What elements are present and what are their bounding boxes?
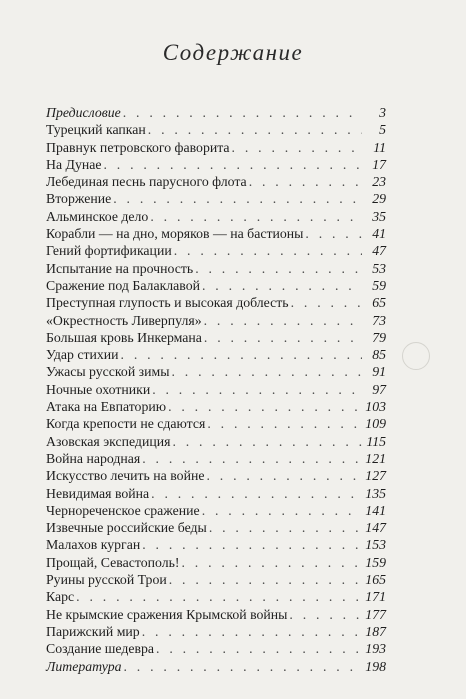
toc-entry-title: Создание шедевра — [46, 641, 155, 657]
toc-entry-title: Невидимая война — [46, 485, 150, 501]
toc-page-number: 135 — [365, 485, 386, 501]
toc-page-number: 47 — [372, 243, 386, 259]
toc-page-number: 85 — [372, 347, 386, 363]
toc-entry-title: Правнук петровского фаворита — [46, 139, 230, 155]
toc-entry-title: Большая кровь Инкермана — [46, 329, 202, 345]
dot-leader — [121, 346, 362, 363]
dot-leader — [142, 623, 362, 640]
dot-leader — [291, 294, 362, 311]
toc-entry — [46, 294, 386, 311]
toc-entry — [46, 277, 386, 294]
dot-leader — [249, 173, 362, 190]
toc-entry-title: Испытание на прочность — [46, 260, 194, 276]
dot-leader — [123, 104, 362, 121]
toc-entry — [46, 415, 386, 432]
toc-entry — [46, 329, 386, 346]
toc-entry-title: Ночные охотники — [46, 381, 151, 397]
toc-entry — [46, 173, 386, 190]
toc-page-number: 97 — [372, 381, 386, 397]
dot-leader — [151, 485, 362, 502]
toc-entry — [46, 606, 386, 623]
toc-entry-title: Альминское дело — [46, 208, 149, 224]
dot-leader — [172, 433, 362, 450]
toc-entry — [46, 467, 386, 484]
faint-stamp-mark — [402, 342, 430, 370]
toc-entry-title: Вторжение — [46, 191, 112, 207]
toc-page-number: 73 — [372, 312, 386, 328]
toc-entry — [46, 104, 386, 121]
toc-entry-title: Корабли — на дно, моряков — на бастионы — [46, 226, 304, 242]
toc-entry-title: Турецкий капкан — [46, 122, 146, 138]
toc-entry-title: Удар стихии — [46, 347, 119, 363]
table-of-contents — [46, 104, 386, 675]
dot-leader — [174, 242, 362, 259]
dot-leader — [76, 588, 362, 605]
toc-entry-title: Малахов курган — [46, 537, 141, 553]
toc-entry — [46, 242, 386, 259]
toc-page-number: 23 — [372, 174, 386, 190]
toc-page-number: 115 — [366, 433, 386, 449]
toc-entry — [46, 363, 386, 380]
toc-entry — [46, 225, 386, 242]
toc-page-number: 91 — [372, 364, 386, 380]
toc-entry-title: Лебединая песнь парусного флота — [46, 174, 247, 190]
toc-entry-title: Искусство лечить на войне — [46, 468, 205, 484]
toc-page-number: 127 — [365, 468, 386, 484]
toc-entry — [46, 139, 386, 156]
toc-page-number: 153 — [365, 537, 386, 553]
toc-entry — [46, 502, 386, 519]
toc-page-number: 141 — [365, 502, 386, 518]
toc-page-number: 35 — [372, 208, 386, 224]
dot-leader — [152, 381, 362, 398]
toc-entry — [46, 156, 386, 173]
toc-page-number: 171 — [365, 589, 386, 605]
toc-entry-title: Когда крепости не сдаются — [46, 416, 206, 432]
toc-entry-title: Война народная — [46, 450, 141, 466]
dot-leader — [209, 519, 362, 536]
toc-page-number: 29 — [372, 191, 386, 207]
toc-entry-title: Парижский мир — [46, 623, 140, 639]
toc-entry — [46, 346, 386, 363]
toc-entry — [46, 381, 386, 398]
toc-page-number: 159 — [365, 554, 386, 570]
toc-page-number: 121 — [365, 450, 386, 466]
toc-page-number: 198 — [365, 658, 386, 674]
page-title: Содержание — [162, 40, 304, 65]
toc-page-number: 41 — [372, 226, 386, 242]
dot-leader — [156, 640, 362, 657]
toc-entry — [46, 519, 386, 536]
toc-entry-title: Ужасы русской зимы — [46, 364, 170, 380]
dot-leader — [206, 467, 362, 484]
dot-leader — [305, 225, 362, 242]
dot-leader — [232, 139, 362, 156]
toc-page-number: 65 — [372, 295, 386, 311]
toc-page-number: 11 — [373, 139, 386, 155]
toc-entry — [46, 571, 386, 588]
dot-leader — [202, 502, 362, 519]
dot-leader — [181, 554, 362, 571]
dot-leader — [169, 571, 362, 588]
toc-entry-title: На Дунае — [46, 156, 102, 172]
toc-entry-title: Гений фортификации — [46, 243, 172, 259]
dot-leader — [148, 121, 362, 138]
toc-entry-title: Прощай, Севастополь! — [46, 554, 180, 570]
toc-page-number: 79 — [372, 329, 386, 345]
toc-entry-title: Атака на Евпаторию — [46, 399, 167, 415]
dot-leader — [207, 415, 362, 432]
toc-entry-title: Предисловие — [46, 105, 121, 120]
dot-leader — [142, 450, 362, 467]
toc-entry — [46, 260, 386, 277]
toc-entry — [46, 536, 386, 553]
toc-entry-title: Извечные российские беды — [46, 520, 207, 536]
toc-entry — [46, 433, 386, 450]
dot-leader — [202, 277, 362, 294]
dot-leader — [168, 398, 362, 415]
toc-page-number: 109 — [365, 416, 386, 432]
dot-leader — [124, 658, 363, 675]
toc-entry-title: Сражение под Балаклавой — [46, 277, 200, 293]
dot-leader — [150, 208, 362, 225]
toc-entry-title: «Окрестность Ливерпуля» — [46, 312, 202, 328]
toc-page-number: 187 — [365, 623, 386, 639]
toc-entry — [46, 485, 386, 502]
toc-entry — [46, 312, 386, 329]
dot-leader — [204, 312, 362, 329]
dot-leader — [113, 190, 362, 207]
toc-entry — [46, 588, 386, 605]
toc-page-number: 165 — [365, 572, 386, 588]
toc-page-number: 147 — [365, 520, 386, 536]
toc-entry — [46, 658, 386, 675]
dot-leader — [195, 260, 362, 277]
toc-entry-title: Чернореченское сражение — [46, 502, 200, 518]
toc-page-number: 103 — [365, 399, 386, 415]
toc-entry — [46, 398, 386, 415]
toc-page-number: 17 — [372, 156, 386, 172]
toc-entry-title: Карс — [46, 589, 75, 605]
toc-entry-title: Азовская экспедиция — [46, 433, 171, 449]
toc-entry-title: Руины русской Трои — [46, 572, 167, 588]
toc-page-number: 3 — [379, 105, 386, 120]
dot-leader — [171, 363, 362, 380]
toc-entry-title: Литература — [46, 658, 122, 674]
dot-leader — [289, 606, 362, 623]
dot-leader — [103, 156, 362, 173]
toc-entry-title: Не крымские сражения Крымской войны — [46, 606, 288, 622]
toc-page-number: 177 — [365, 606, 386, 622]
toc-page-number: 5 — [379, 122, 386, 138]
toc-entry-title: Преступная глупость и высокая доблесть — [46, 295, 289, 311]
toc-entry — [46, 623, 386, 640]
dot-leader — [204, 329, 362, 346]
toc-entry — [46, 554, 386, 571]
toc-entry — [46, 121, 386, 138]
toc-entry — [46, 190, 386, 207]
toc-page-number: 59 — [372, 277, 386, 293]
toc-entry — [46, 450, 386, 467]
dot-leader — [142, 536, 362, 553]
toc-page-number: 53 — [372, 260, 386, 276]
toc-entry — [46, 640, 386, 657]
toc-page-number: 193 — [365, 641, 386, 657]
toc-entry — [46, 208, 386, 225]
